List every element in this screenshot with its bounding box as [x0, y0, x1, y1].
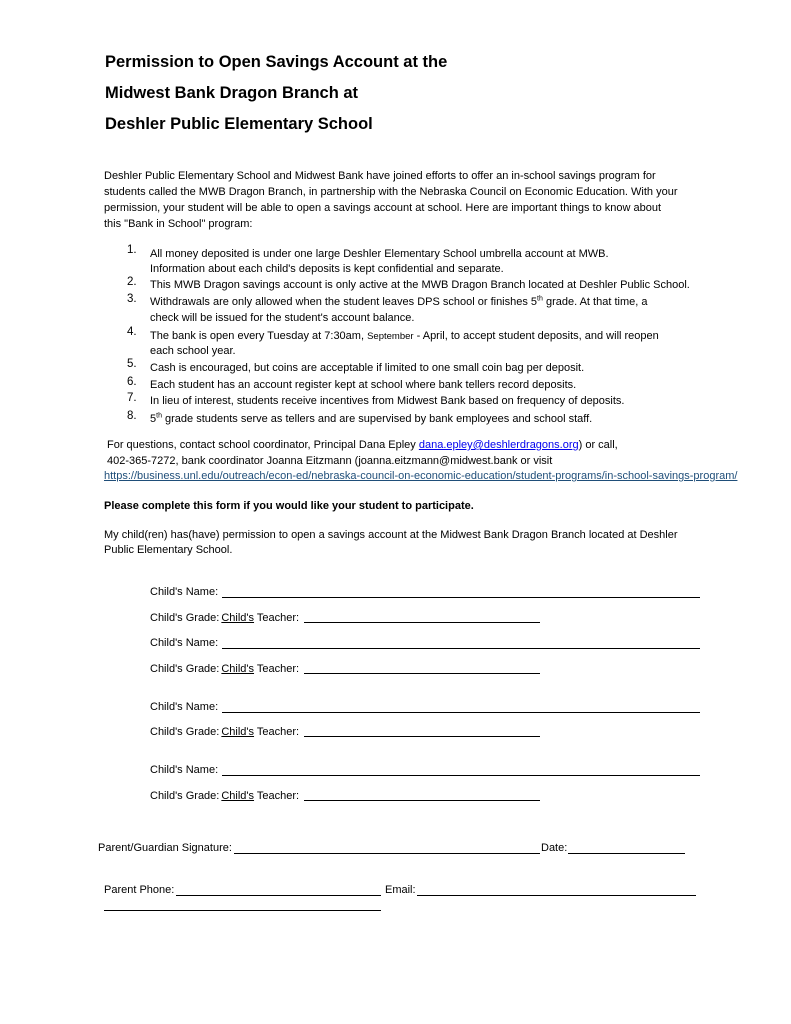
list-item-text: All money deposited is under one large Deshler Elementary School umbrella account at MWB.: [150, 248, 609, 260]
phone-field[interactable]: [176, 895, 381, 896]
signature-field[interactable]: [234, 853, 540, 854]
program-url-link[interactable]: https://business.unl.edu/outreach/econ-ed/nebraska-council-on-economic-education/student-programs/in-school-savings-program/: [104, 470, 738, 482]
permission-line-2: Public Elementary School.: [104, 544, 233, 556]
email-field-continuation[interactable]: [104, 910, 381, 911]
phone-label: Parent Phone:: [104, 884, 175, 896]
signature-label: Parent/Guardian Signature:: [98, 842, 232, 854]
intro-line-1: Deshler Public Elementary School and Midwest Bank have joined efforts to offer an in-school savings program for: [104, 170, 656, 182]
list-number: 4.: [127, 326, 137, 338]
childs-name-label: Child's Name:: [150, 637, 219, 649]
email-link[interactable]: dana.epley@deshlerdragons.org: [418, 439, 579, 451]
permission-line-1: My child(ren) has(have) permission to open a savings account at the Midwest Bank Dragon Branch located at Deshler: [104, 529, 678, 541]
teacher-field[interactable]: [304, 736, 540, 737]
list-number: 6.: [127, 376, 137, 388]
teacher-field[interactable]: [304, 673, 540, 674]
list-item-text: Withdrawals are only allowed when the student leaves DPS school or finishes 5th grade. At that time, a: [150, 295, 648, 308]
childs-grade-label: Child's Grade: Child's Teacher:: [150, 790, 300, 802]
list-item-text: The bank is open every Tuesday at 7:30am, September - April, to accept student deposits, and will reopen: [150, 330, 659, 342]
list-number: 2.: [127, 276, 137, 288]
program-url[interactable]: [104, 468, 737, 484]
instruction-text: Please complete this form if you would like your student to participate.: [104, 500, 474, 512]
teacher-field[interactable]: [304, 622, 540, 623]
childs-grade-label: Child's Grade: Child's Teacher:: [150, 612, 300, 624]
childs-name-field[interactable]: [222, 775, 700, 776]
list-item-text: In lieu of interest, students receive incentives from Midwest Bank based on frequency of deposits.: [150, 395, 625, 407]
list-item-text: each school year.: [150, 345, 236, 357]
date-label: Date:: [541, 842, 568, 854]
intro-line-4: this "Bank in School" program:: [104, 218, 253, 230]
email-label: Email:: [385, 884, 416, 896]
intro-line-3: permission, your student will be able to open a savings account at school. Here are important things to know about: [104, 202, 662, 214]
list-number: 1.: [127, 244, 137, 256]
list-item-text: This MWB Dragon savings account is only active at the MWB Dragon Branch located at Deshler Public School.: [150, 279, 690, 291]
childs-grade-label: Child's Grade: Child's Teacher:: [150, 726, 300, 738]
contact-line-2: 402-365-7272, bank coordinator Joanna Eitzmann (joanna.eitzmann@midwest.bank or visit: [107, 455, 553, 467]
childs-name-label: Child's Name:: [150, 586, 219, 598]
list-item-text: check will be issued for the student's account balance.: [150, 312, 415, 324]
list-number: 5.: [127, 358, 137, 370]
childs-name-label: Child's Name:: [150, 701, 219, 713]
childs-grade-label: Child's Grade: Child's Teacher:: [150, 663, 300, 675]
list-item-text: Each student has an account register kept at school where bank tellers record deposits.: [150, 379, 577, 391]
contact-line-1: For questions, contact school coordinator, Principal Dana Epley dana.epley@deshlerdragons.org) or call,: [107, 439, 618, 451]
childs-name-field[interactable]: [222, 712, 700, 713]
list-number: 8.: [127, 410, 137, 422]
childs-name-label: Child's Name:: [150, 764, 219, 776]
list-number: 7.: [127, 392, 137, 404]
teacher-field[interactable]: [304, 800, 540, 801]
title-line-1: Permission to Open Savings Account at the: [105, 53, 448, 71]
childs-name-field[interactable]: [222, 597, 700, 598]
title-line-2: Midwest Bank Dragon Branch at: [105, 84, 359, 102]
date-field[interactable]: [568, 853, 685, 854]
list-item-text: 5th grade students serve as tellers and are supervised by bank employees and school staff.: [150, 412, 593, 425]
list-item-text: Information about each child's deposits is kept confidential and separate.: [150, 263, 504, 275]
title-line-3: Deshler Public Elementary School: [105, 115, 373, 133]
email-field[interactable]: [417, 895, 696, 896]
list-item-text: Cash is encouraged, but coins are acceptable if limited to one small coin bag per deposit.: [150, 362, 585, 374]
intro-line-2: students called the MWB Dragon Branch, in partnership with the Nebraska Council on Economic Education. With your: [104, 186, 678, 198]
childs-name-field[interactable]: [222, 648, 700, 649]
list-number: 3.: [127, 293, 137, 305]
